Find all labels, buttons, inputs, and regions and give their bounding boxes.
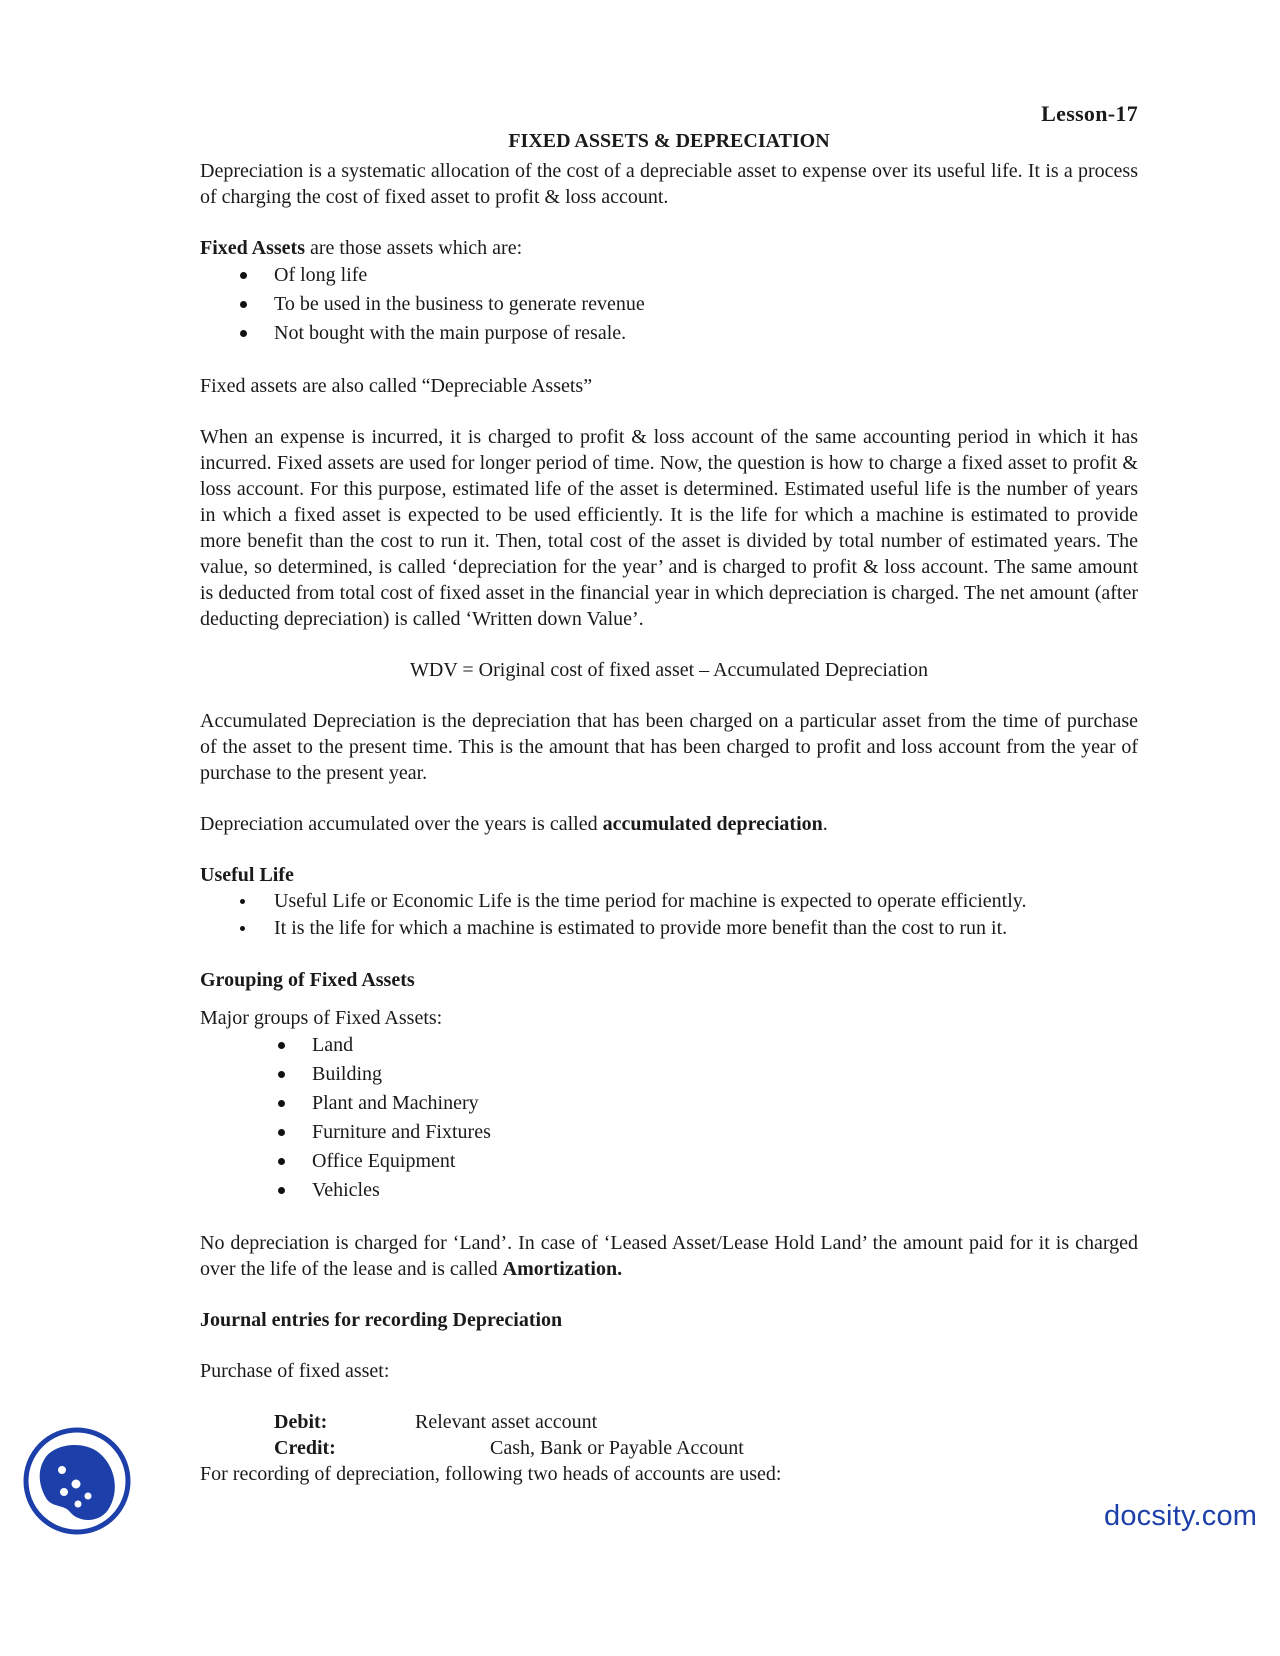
credit-value: Cash, Bank or Payable Account xyxy=(490,1437,744,1459)
accumulated-depreciation-paragraph: Accumulated Depreciation is the depreciation that has been charged on a particular asset from the time of purchase of the asset to the present time. This is the amount that has been charged to profit and loss account from the year of purchase to the present year. xyxy=(200,710,1138,784)
docsity-logo-icon[interactable] xyxy=(22,1426,132,1536)
debit-label: Debit: xyxy=(274,1411,328,1433)
list-item: To be used in the business to generate revenue xyxy=(200,290,1138,319)
intro-paragraph: Depreciation is a systematic allocation of the cost of a depreciable asset to expense over its useful life. It is a process of charging the cost of fixed asset to profit & loss account. xyxy=(200,160,1138,208)
fixed-assets-definition-rest: are those assets which are: xyxy=(305,237,523,259)
amortization-term: Amortization. xyxy=(502,1258,623,1280)
list-item: Useful Life or Economic Life is the time period for machine is expected to operate efficiently. xyxy=(200,888,1138,915)
land-paragraph xyxy=(200,1230,1138,1282)
list-item: Land xyxy=(200,1031,1138,1060)
list-item: It is the life for which a machine is estimated to provide more benefit than the cost to run it. xyxy=(200,915,1138,942)
list-item: Of long life xyxy=(200,261,1138,290)
useful-life-heading: Useful Life xyxy=(200,864,294,886)
expense-paragraph: When an expense is incurred, it is charged to profit & loss account of the same accounting period in which it has incurred. Fixed assets are used for longer period of time. Now, the question is how to charge a fixed asset to profit & loss account. For this purpose, estimated life of the asset is determined. Estimated useful life is the number of years in which a fixed asset is expected to be used efficiently. It is the life for which a machine is estimated to provide more benefit than the cost to run it. Then, total cost of the asset is divided by total number of estimated years. The value, so determined, is called ‘depreciation for the year’ and is charged to profit & loss account. The same amount is deducted from total cost of fixed asset in the financial year in which depreciation is charged. The net amount (after deducting depreciation) is called ‘Written down Value’. xyxy=(200,426,1138,630)
accumulated-depreciation-term: accumulated depreciation xyxy=(602,813,823,835)
purchase-line: Purchase of fixed asset: xyxy=(200,1360,390,1382)
list-item: Building xyxy=(200,1060,1138,1089)
accumulated-depreciation-line xyxy=(200,811,1138,837)
grouping-list xyxy=(200,1031,1138,1205)
grouping-heading: Grouping of Fixed Assets xyxy=(200,969,415,991)
fixed-assets-list xyxy=(200,261,1138,348)
credit-label: Credit: xyxy=(274,1437,336,1459)
fixed-assets-term: Fixed Assets xyxy=(200,237,305,259)
accum-line-text: Depreciation accumulated over the years is called xyxy=(200,813,603,835)
useful-life-list xyxy=(200,888,1138,942)
lesson-number: Lesson-17 xyxy=(1041,101,1138,126)
wdv-formula: WDV = Original cost of fixed asset – Accumulated Depreciation xyxy=(410,659,928,681)
debit-value: Relevant asset account xyxy=(415,1411,598,1433)
document-body xyxy=(200,100,1138,1487)
list-item: Plant and Machinery xyxy=(200,1089,1138,1118)
land-paragraph-text: No depreciation is charged for ‘Land’. In case of ‘Leased Asset/Lease Hold Land’ the amount paid for it is charged over the life of the lease and is called xyxy=(200,1232,1138,1280)
list-item: Vehicles xyxy=(200,1176,1138,1205)
debit-entry xyxy=(200,1409,1138,1435)
docsity-brand-link[interactable]: docsity.com xyxy=(1104,1500,1258,1532)
list-item: Furniture and Fixtures xyxy=(200,1118,1138,1147)
fixed-assets-definition xyxy=(200,235,1138,261)
recording-line: For recording of depreciation, following two heads of accounts are used: xyxy=(200,1463,782,1485)
accum-line-end: . xyxy=(822,813,828,835)
grouping-intro: Major groups of Fixed Assets: xyxy=(200,1007,443,1029)
list-item: Not bought with the main purpose of resale. xyxy=(200,319,1138,348)
page-title: FIXED ASSETS & DEPRECIATION xyxy=(508,130,830,152)
journal-heading: Journal entries for recording Depreciation xyxy=(200,1309,563,1331)
credit-entry xyxy=(200,1435,1138,1461)
also-called-line: Fixed assets are also called “Depreciable Assets” xyxy=(200,375,593,397)
list-item: Office Equipment xyxy=(200,1147,1138,1176)
